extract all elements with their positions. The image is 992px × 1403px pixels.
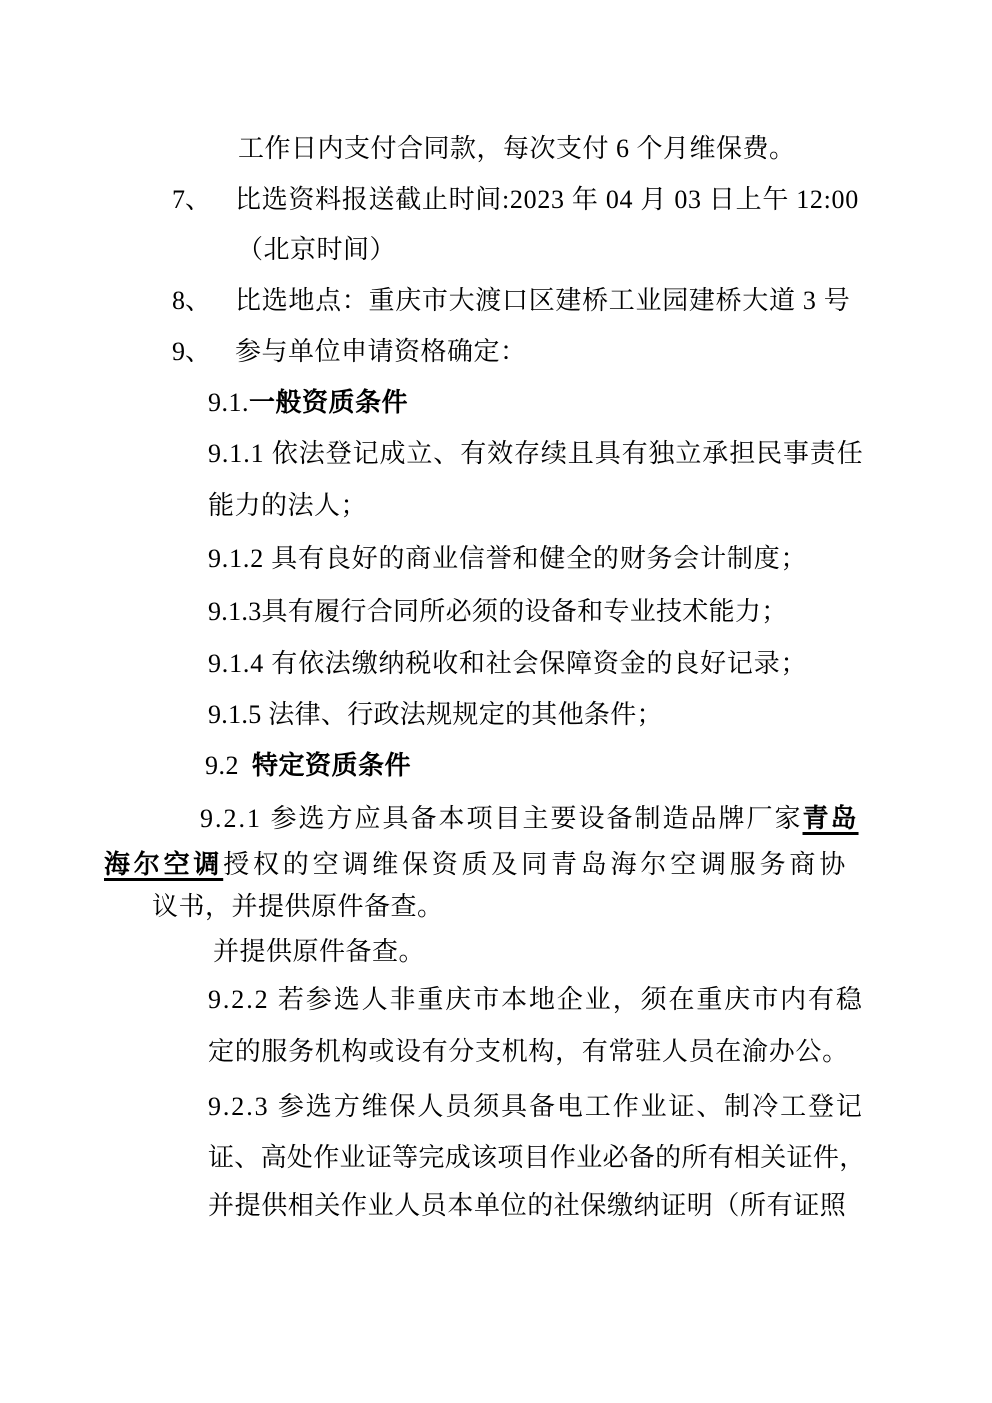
item-9-number: 9、 — [172, 337, 212, 366]
clause-9-2-2-line-1: 9.2.2 若参选人非重庆市本地企业，须在重庆市内有稳 — [208, 985, 864, 1014]
clause-9-2-1-line-2 — [104, 850, 849, 880]
clause-9-1-1-line-1: 9.1.1 依法登记成立、有效存续且具有独立承担民事责任 — [208, 439, 864, 468]
clause-9-1-4: 9.1.4 有依法缴纳税收和社会保障资金的良好记录； — [208, 649, 808, 678]
clause-9-2-3-line-2: 证、高处作业证等完成该项目作业必备的所有相关证件， — [208, 1143, 866, 1172]
clause-9-1-3: 9.1.3具有履行合同所必须的设备和专业技术能力； — [208, 597, 788, 626]
clause-9-2-1-line-4: 并提供原件备查。 — [213, 937, 426, 966]
clause-9-2-1-line-1 — [200, 804, 859, 834]
clause-9-2-2-line-2: 定的服务机构或设有分支机构，有常驻人员在渝办公。 — [208, 1037, 849, 1066]
section-9-2-heading — [205, 751, 411, 781]
brand-name-part-1: 青岛 — [802, 804, 859, 833]
clause-9-1-2: 9.1.2 具有良好的商业信誉和健全的财务会计制度； — [208, 544, 808, 573]
clause-9-1-1-line-2: 能力的法人； — [208, 491, 368, 520]
section-9-1-title: 一般资质条件 — [249, 388, 409, 417]
clause-9-2-3-line-1: 9.2.3 参选方维保人员须具备电工作业证、制冷工登记 — [208, 1092, 864, 1121]
section-9-2-title: 特定资质条件 — [252, 751, 412, 780]
clause-9-2-3-line-3: 并提供相关作业人员本单位的社保缴纳证明（所有证照 — [208, 1191, 847, 1220]
item-8-number: 8、 — [172, 286, 212, 315]
clause-9-1-5: 9.1.5 法律、行政法规规定的其他条件； — [208, 700, 663, 729]
item-9-text: 参与单位申请资格确定： — [235, 337, 527, 366]
section-9-1-heading — [208, 388, 408, 418]
clause-9-2-1-line-3: 议书，并提供原件备查。 — [152, 892, 444, 921]
clause-9-2-1-line-1-text: 9.2.1 参选方应具备本项目主要设备制造品牌厂家 — [200, 804, 803, 833]
item-7-line-1: 比选资料报送截止时间:2023 年 04 月 03 日上午 12:00 — [235, 185, 859, 214]
clause-9-2-1-line-2-text: 授权的空调维保资质及同青岛海尔空调服务商协 — [223, 850, 850, 879]
item-8-text: 比选地点：重庆市大渡口区建桥工业园建桥大道 3 号 — [235, 286, 851, 315]
item-6-continuation-line: 工作日内支付合同款，每次支付 6 个月维保费。 — [238, 134, 796, 163]
item-7-number: 7、 — [172, 185, 212, 214]
section-9-1-number: 9.1. — [208, 388, 249, 417]
section-9-2-number: 9.2 — [205, 751, 239, 780]
brand-name-part-2: 海尔空调 — [104, 850, 224, 879]
item-7-line-2: （北京时间） — [237, 235, 397, 264]
